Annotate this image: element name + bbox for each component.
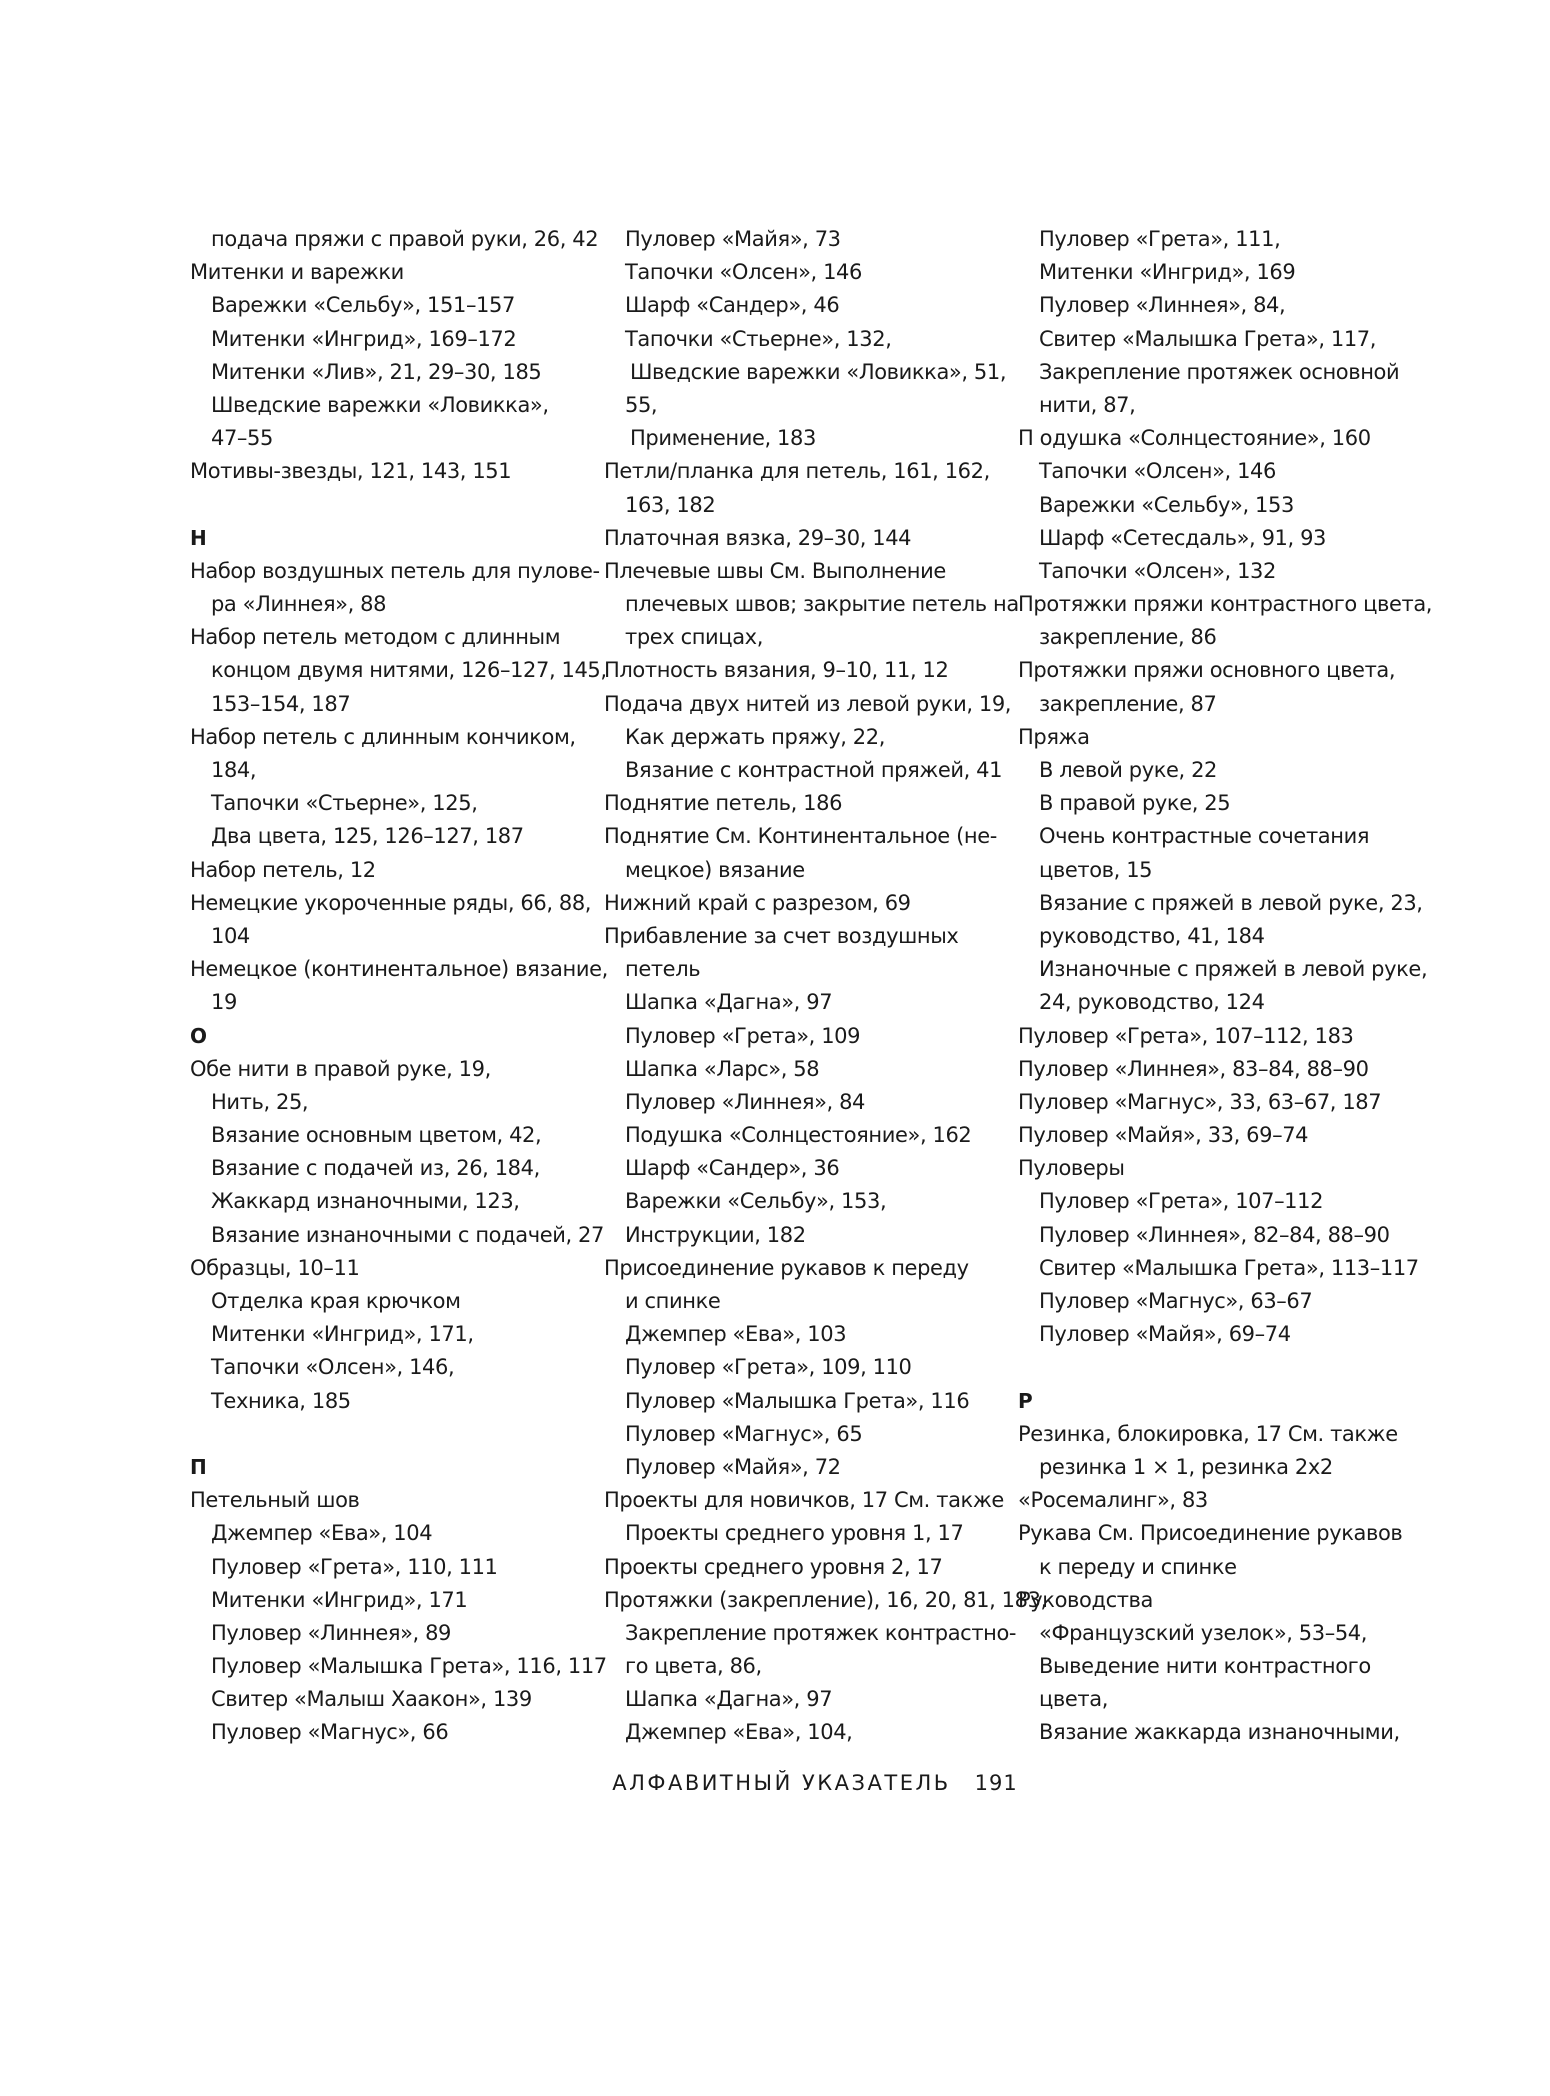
index-subentry: 153–154, 187 [211, 691, 351, 716]
index-entry: Немецкие укороченные ряды, 66, 88, [190, 890, 592, 915]
index-subentry: В левой руке, 22 [1039, 758, 1218, 782]
index-entry: Образцы, 10–11 [190, 1255, 360, 1280]
index-subentry: Шарф «Сетесдаль», 91, 93 [1039, 525, 1326, 550]
index-subentry: го цвета, 86, [625, 1654, 762, 1679]
index-subentry: Свитер «Малышка Грета», 117, [1039, 326, 1377, 351]
index-subentry: нити, 87, [1039, 392, 1136, 417]
index-subentry: Свитер «Малыш Хаакон», 139 [211, 1687, 532, 1712]
index-entry: Плотность вязания, 9–10, 11, 12 [604, 658, 949, 683]
index-entry: Присоединение рукавов к переду [604, 1255, 969, 1280]
index-subentry: Техника, 185 [211, 1388, 351, 1413]
index-subentry: концом двумя нитями, 126–127, 145, [211, 658, 607, 683]
index-column-2 [604, 223, 1047, 1750]
index-subentry: Вязание с контрастной пряжей, 41 [625, 758, 1003, 782]
index-entry: Набор петель методом с длинным [190, 625, 561, 650]
index-subentry: Пуловер «Грета», 109 [625, 1023, 861, 1048]
index-subentry: Проекты среднего уровня 1, 17 [625, 1521, 964, 1546]
running-title: АЛФАВИТНЫЙ УКАЗАТЕЛЬ [612, 1771, 951, 1795]
index-subentry: Изнаночные с пряжей в левой руке, [1039, 957, 1428, 982]
index-subentry: петель [625, 957, 701, 982]
spacer [1018, 1351, 1408, 1384]
index-subentry: Выведение нити контрастного [1039, 1654, 1371, 1679]
index-entry: Плечевые швы См. Выполнение [604, 558, 946, 583]
index-subentry: Пуловер «Грета», 109, 110 [625, 1355, 912, 1380]
index-entry: Руководства [1018, 1587, 1153, 1612]
index-subentry: Пуловер «Линнея», 84 [625, 1089, 866, 1114]
index-entry: Протяжки (закрепление), 16, 20, 81, 183, [604, 1587, 1047, 1612]
index-subentry: Тапочки «Стьерне», 132, [625, 326, 892, 351]
index-subentry: Джемпер «Ева», 103 [625, 1322, 847, 1347]
index-entry: Петельный шов [190, 1488, 360, 1513]
index-subentry: и спинке [625, 1289, 721, 1313]
index-subentry: 47–55 [211, 426, 273, 451]
index-subentry: Джемпер «Ева», 104, [625, 1720, 853, 1745]
index-subentry: Свитер «Малышка Грета», 113–117 [1039, 1255, 1419, 1280]
index-entry: Митенки и варежки [190, 260, 404, 285]
index-subentry: Шведские варежки «Ловикка», 51, [630, 359, 1007, 384]
index-subentry: Пуловер «Линнея», 84, [1039, 293, 1286, 318]
index-subentry: Закрепление протяжек контрастно- [625, 1620, 1017, 1645]
index-column-3 [1018, 223, 1433, 1750]
index-entry: Пуловер «Линнея», 83–84, 88–90 [1018, 1056, 1369, 1081]
index-entry: Поднятие петель, 186 [604, 791, 843, 816]
index-subentry: трех спицах, [625, 625, 763, 650]
index-letter-heading: О [190, 1023, 207, 1048]
index-entry: Резинка, блокировка, 17 См. также [1018, 1421, 1398, 1446]
index-subentry: Подушка «Солнцестояние», 162 [625, 1123, 972, 1148]
index-entry: Петли/планка для петель, 161, 162, [604, 459, 990, 484]
index-letter-heading: П [190, 1454, 207, 1479]
page-footer [0, 1771, 1550, 1795]
index-subentry: Два цвета, 125, 126–127, 187 [211, 824, 524, 849]
index-subentry: Вязание основным цветом, 42, [211, 1123, 542, 1148]
index-subentry: Митенки «Ингрид», 169 [1039, 260, 1296, 285]
index-subentry: Вязание жаккарда изнаночными, [1039, 1720, 1400, 1745]
index-entry: Проекты для новичков, 17 См. также [604, 1488, 1004, 1513]
index-subentry: Пуловер «Грета», 111, [1039, 227, 1281, 251]
index-subentry: Пуловер «Линнея», 89 [211, 1620, 452, 1645]
index-subentry: закрепление, 87 [1039, 691, 1217, 716]
index-subentry: Пуловер «Линнея», 82–84, 88–90 [1039, 1222, 1390, 1247]
index-subentry: Пуловер «Магнус», 63–67 [1039, 1289, 1313, 1313]
index-subentry: цвета, [1039, 1687, 1108, 1712]
index-subentry: 55, [625, 392, 658, 417]
index-subentry: Митенки «Ингрид», 169–172 [211, 326, 517, 351]
index-subentry: Шарф «Сандер», 46 [625, 293, 840, 318]
index-subentry: ра «Линнея», 88 [211, 592, 387, 617]
index-entry: Поднятие См. Континентальное (не- [604, 824, 997, 849]
index-subentry: Пуловер «Магнус», 65 [625, 1421, 863, 1446]
index-entry: Набор воздушных петель для пулове- [190, 558, 600, 583]
index-subentry: Варежки «Сельбу», 153 [1039, 492, 1294, 517]
index-subentry: Пуловер «Грета», 107–112 [1039, 1189, 1324, 1214]
index-entry: Проекты среднего уровня 2, 17 [604, 1554, 943, 1579]
index-subentry: Применение, 183 [630, 426, 816, 451]
index-entry: Платочная вязка, 29–30, 144 [604, 525, 912, 550]
index-subentry: Пуловер «Магнус», 66 [211, 1720, 449, 1745]
index-subentry: Пуловер «Майя», 73 [625, 227, 841, 251]
index-subentry: Шапка «Ларс», 58 [625, 1056, 820, 1081]
index-subentry: Шапка «Дагна», 97 [625, 990, 833, 1015]
index-subentry: Тапочки «Олсен», 146 [1039, 459, 1276, 484]
index-subentry: плечевых швов; закрытие петель на [625, 592, 1019, 617]
index-subentry: Пуловер «Малышка Грета», 116, 117 [211, 1654, 607, 1679]
index-subentry: Жаккард изнаночными, 123, [211, 1189, 520, 1214]
index-entry: «Росемалинг», 83 [1018, 1488, 1208, 1513]
index-subentry: Митенки «Лив», 21, 29–30, 185 [211, 359, 542, 384]
index-entry: Немецкое (континентальное) вязание, [190, 957, 608, 982]
index-subentry: 104 [211, 923, 250, 948]
index-subentry: цветов, 15 [1039, 857, 1153, 882]
index-subentry: Шарф «Сандер», 36 [625, 1156, 840, 1181]
index-subentry: 24, руководство, 124 [1039, 990, 1265, 1015]
index-entry: П одушка «Солнцестояние», 160 [1018, 426, 1371, 451]
index-entry: Набор петель, 12 [190, 857, 376, 882]
index-subentry: Закрепление протяжек основной [1039, 359, 1400, 384]
index-subentry: Вязание с подачей из, 26, 184, [211, 1156, 540, 1181]
index-subentry: Пуловер «Грета», 110, 111 [211, 1554, 498, 1579]
index-subentry: 19 [211, 990, 237, 1015]
index-subentry: руководство, 41, 184 [1039, 923, 1265, 948]
index-subentry: Нить, 25, [211, 1089, 309, 1114]
index-entry: Пуловер «Магнус», 33, 63–67, 187 [1018, 1089, 1382, 1114]
index-subentry: Тапочки «Стьерне», 125, [211, 791, 478, 816]
index-entry: Обе нити в правой руке, 19, [190, 1056, 491, 1081]
index-subentry: Как держать пряжу, 22, [625, 724, 885, 749]
page-number: 191 [974, 1771, 1018, 1795]
index-subentry: 184, [211, 758, 257, 782]
index-entry: Прибавление за счет воздушных [604, 923, 959, 948]
spacer [190, 489, 580, 522]
index-subentry: мецкое) вязание [625, 857, 805, 882]
index-entry: Мотивы-звезды, 121, 143, 151 [190, 459, 512, 484]
index-subentry: Тапочки «Олсен», 146, [211, 1355, 455, 1380]
index-subentry: закрепление, 86 [1039, 625, 1217, 650]
index-subentry: Пуловер «Майя», 69–74 [1039, 1322, 1291, 1347]
index-subentry: 163, 182 [625, 492, 716, 517]
index-subentry: Митенки «Ингрид», 171 [211, 1587, 468, 1612]
index-subentry: Варежки «Сельбу», 153, [625, 1189, 887, 1214]
index-entry: Подача двух нитей из левой руки, 19, [604, 691, 1012, 716]
index-subentry: «Французский узелок», 53–54, [1039, 1620, 1368, 1645]
index-subentry: Шапка «Дагна», 97 [625, 1687, 833, 1712]
index-subentry: Вязание изнаночными с подачей, 27 [211, 1222, 604, 1247]
index-entry: Пряжа [1018, 724, 1090, 749]
index-subentry: Митенки «Ингрид», 171, [211, 1322, 474, 1347]
index-subentry: Пуловер «Майя», 72 [625, 1454, 841, 1479]
spacer [190, 1418, 580, 1451]
index-letter-heading: Р [1018, 1388, 1033, 1413]
index-entry: Рукава См. Присоединение рукавов [1018, 1521, 1403, 1546]
index-letter-heading: Н [190, 525, 207, 550]
index-entry: Нижний край с разрезом, 69 [604, 890, 911, 915]
index-subentry: подача пряжи с правой руки, 26, 42 [211, 227, 599, 251]
index-subentry: Инструкции, 182 [625, 1222, 806, 1247]
index-subentry: Отделка края крючком [211, 1289, 461, 1313]
index-entry: Пуловер «Грета», 107–112, 183 [1018, 1023, 1354, 1048]
index-subentry: В правой руке, 25 [1039, 791, 1231, 816]
index-subentry: Варежки «Сельбу», 151–157 [211, 293, 515, 318]
index-subentry: Джемпер «Ева», 104 [211, 1521, 433, 1546]
index-subentry: Очень контрастные сочетания [1039, 824, 1370, 849]
index-subentry: Пуловер «Малышка Грета», 116 [625, 1388, 970, 1413]
index-subentry: Вязание с пряжей в левой руке, 23, [1039, 890, 1423, 915]
index-column-1 [190, 223, 608, 1750]
index-subentry: Шведские варежки «Ловикка», [211, 392, 549, 417]
index-subentry: Тапочки «Олсен», 146 [625, 260, 862, 285]
index-subentry: резинка 1 × 1, резинка 2х2 [1039, 1454, 1333, 1479]
index-subentry: Тапочки «Олсен», 132 [1039, 558, 1276, 583]
index-entry: Набор петель с длинным кончиком, [190, 724, 576, 749]
index-entry: Пуловеры [1018, 1156, 1125, 1181]
index-subentry: к переду и спинке [1039, 1554, 1237, 1579]
index-entry: Протяжки пряжи контрастного цвета, [1018, 592, 1433, 617]
index-entry: Протяжки пряжи основного цвета, [1018, 658, 1396, 683]
index-entry: Пуловер «Майя», 33, 69–74 [1018, 1123, 1309, 1148]
